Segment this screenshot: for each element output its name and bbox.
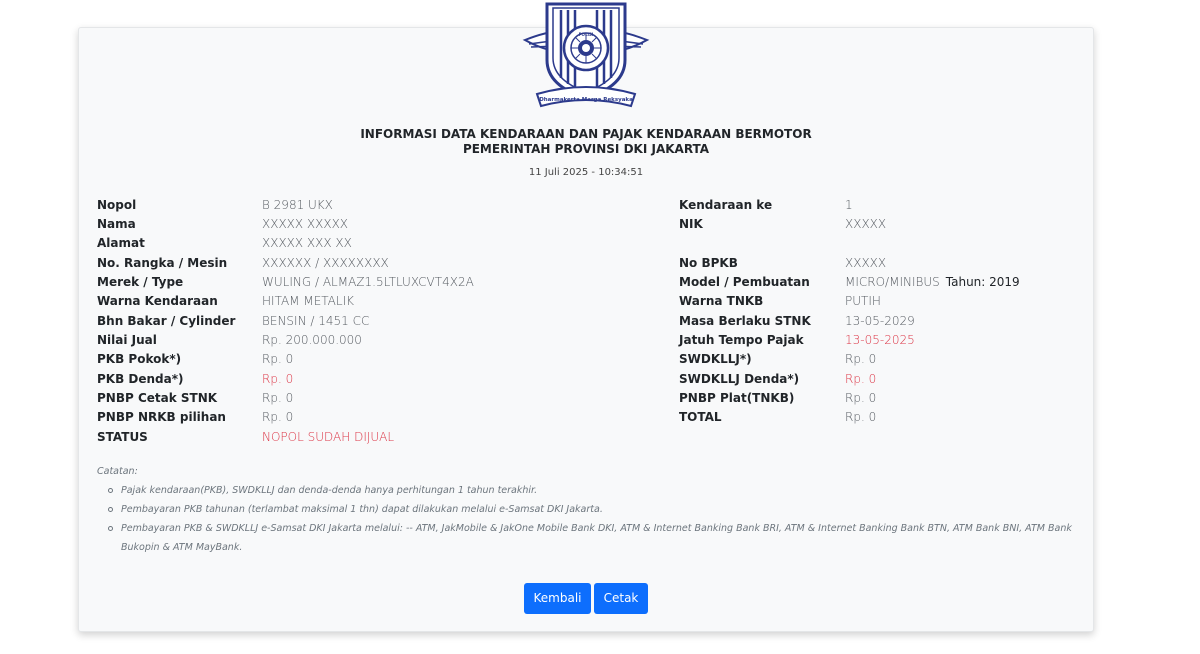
notes-section [97, 462, 1087, 557]
label-swdkllj: SWDKLLJ*) [679, 352, 752, 366]
value-rangka-mesin: XXXXXX / XXXXXXXX [262, 256, 389, 270]
label-pnbp-cetak-stnk: PNBP Cetak STNK [97, 391, 218, 405]
notes-heading: Catatan: [97, 466, 138, 477]
label-warna-tnkb: Warna TNKB [679, 294, 764, 308]
label-bahan-bakar: Bhn Bakar / Cylinder [97, 314, 236, 328]
note-item: Pajak kendaraan(PKB), SWDKLLJ dan denda-denda hanya perhitungan 1 tahun terakhir. [121, 481, 1087, 500]
value-pnbp-plat: Rp. 0 [845, 391, 877, 405]
page-title: INFORMASI DATA KENDARAAN DAN PAJAK KENDARAAN BERMOTOR [360, 127, 812, 141]
label-nopol: Nopol [97, 198, 137, 212]
print-button[interactable]: Cetak [594, 583, 648, 614]
value-model: MICRO/MINIBUS [845, 275, 940, 289]
status-badge: NOPOL SUDAH DIJUAL [262, 430, 395, 444]
value-pkb-pokok: Rp. 0 [262, 352, 294, 366]
label-warna-kendaraan: Warna Kendaraan [97, 294, 218, 308]
value-pnbp-cetak-stnk: Rp. 0 [262, 391, 294, 405]
value-total: Rp. 0 [845, 410, 877, 424]
value-kendaraan-ke: 1 [845, 198, 853, 212]
value-pnbp-nrkb: Rp. 0 [262, 410, 294, 424]
label-swdkllj-denda: SWDKLLJ Denda*) [679, 372, 800, 386]
label-masa-berlaku-stnk: Masa Berlaku STNK [679, 314, 811, 328]
value-masa-berlaku-stnk: 13-05-2029 [845, 314, 915, 328]
label-alamat: Alamat [97, 236, 145, 250]
label-nilai-jual: Nilai Jual [97, 333, 157, 347]
value-swdkllj-denda: Rp. 0 [845, 372, 877, 386]
value-swdkllj: Rp. 0 [845, 352, 877, 366]
label-model-pembuatan: Model / Pembuatan [679, 275, 810, 289]
police-badge-icon [521, 0, 651, 112]
value-model-pembuatan [845, 273, 1020, 292]
label-kendaraan-ke: Kendaraan ke [679, 198, 773, 212]
value-bahan-bakar: BENSIN / 1451 CC [262, 314, 370, 328]
value-warna-kendaraan: HITAM METALIK [262, 294, 354, 308]
value-nama: XXXXX XXXXX [262, 217, 349, 231]
value-no-bpkb: XXXXX [845, 256, 887, 270]
label-merek-type: Merek / Type [97, 275, 184, 289]
note-item: Pembayaran PKB & SWDKLLJ e-Samsat DKI Jakarta melalui: -- ATM, JakMobile & JakOne Mobile Bank DKI, ATM & Internet Banking Bank BRI, ATM & Internet Banking Bank BTN, ATM Bank BNI, ATM Bank Bukopin & ATM MayBank. [121, 519, 1087, 557]
value-alamat: XXXXX XXX XX [262, 236, 352, 250]
value-tahun: Tahun: 2019 [945, 275, 1020, 289]
value-merek-type: WULING / ALMAZ1.5LTLUXCVT4X2A [262, 275, 474, 289]
value-jatuh-tempo-pajak: 13-05-2025 [845, 333, 915, 347]
back-button[interactable]: Kembali [524, 583, 591, 614]
label-pnbp-nrkb: PNBP NRKB pilihan [97, 410, 226, 424]
notes-list [97, 481, 1087, 557]
logo-emblem-text: POLISI [578, 32, 594, 37]
label-pnbp-plat: PNBP Plat(TNKB) [679, 391, 795, 405]
label-rangka-mesin: No. Rangka / Mesin [97, 256, 228, 270]
label-pkb-denda: PKB Denda*) [97, 372, 184, 386]
value-pkb-denda: Rp. 0 [262, 372, 294, 386]
label-jatuh-tempo-pajak: Jatuh Tempo Pajak [679, 333, 804, 347]
page-subtitle: PEMERINTAH PROVINSI DKI JAKARTA [462, 142, 710, 156]
timestamp: 11 Juli 2025 - 10:34:51 [528, 167, 644, 178]
label-status: STATUS [97, 430, 148, 444]
label-nik: NIK [679, 217, 703, 231]
label-pkb-pokok: PKB Pokok*) [97, 352, 182, 366]
note-item: Pembayaran PKB tahunan (terlambat maksimal 1 thn) dapat dilakukan melalui e-Samsat DKI Jakarta. [121, 500, 1087, 519]
value-nopol: B 2981 UKX [262, 198, 333, 212]
label-total: TOTAL [679, 410, 722, 424]
value-nik: XXXXX [845, 217, 887, 231]
value-warna-tnkb: PUTIH [845, 294, 881, 308]
label-nama: Nama [97, 217, 136, 231]
label-no-bpkb: No BPKB [679, 256, 738, 270]
logo-motto: Dharmakerta Marga Reksyaka [539, 97, 633, 103]
value-nilai-jual: Rp. 200.000.000 [262, 333, 362, 347]
